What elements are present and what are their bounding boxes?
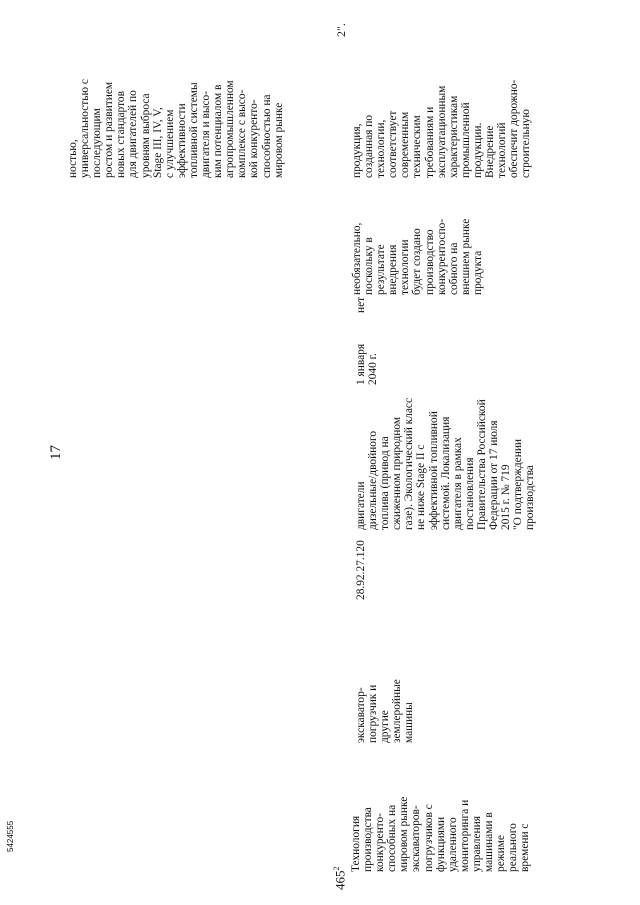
row-number (332, 867, 348, 891)
continuation-top-cell: ностью, универсальностью с последующим ростом и развитием новых стандартов для двигателей по уровням выброса Stage III, IV, V, с улучшением эффективности топливной системы двигателя и высо- ким потенциалом в агропромышленном комплексе с высо- кой конкуренто- способностью на мировом рынке (67, 79, 285, 178)
continuation-cell: продукция, созданная по технологии, соответствует современным техническим требованиям и эксплуатационным характеристикам промышленной продукции. Внедрение технологий обеспечит дорожно- строительную (351, 79, 533, 178)
okpd-code-cell: 28.92.27.120 (355, 540, 367, 600)
technology-name-cell: Технология производства конкуренто- способных на мировом рынке экскаваторов- погрузчиков с функциями удаленного мониторинга и управления машинами в режиме реального времени с (350, 796, 532, 872)
row-number-main: 465 (332, 870, 348, 890)
justification-cell: необязательно, поскольку в результате внедрения технологии будет создано производство конкурентоспо- собного на внешнем рынке продукта (351, 218, 484, 295)
deadline-date-cell: 1 января 2040 г. (355, 343, 380, 385)
footer-code: 5424555 (6, 820, 15, 852)
product-class-cell: экскаватор- погрузчик и другие землеройные машины (355, 679, 416, 743)
page-number: 17 (48, 445, 64, 460)
row-end-mark: 2". (334, 23, 348, 37)
row-number-superscript: 2 (332, 866, 341, 871)
requirements-cell: двигатели дизельные/двойного топлива (привод на сжиженном природном газе). Экологический класс не ниже Stage II с эффективной топливной системой. Локализация двигателя в рамках постановления Правительства Российской Федерации от 17 июля 2015 г. № 719 "О подтверждении производства (355, 397, 537, 530)
flag-cell: нет (355, 296, 367, 313)
